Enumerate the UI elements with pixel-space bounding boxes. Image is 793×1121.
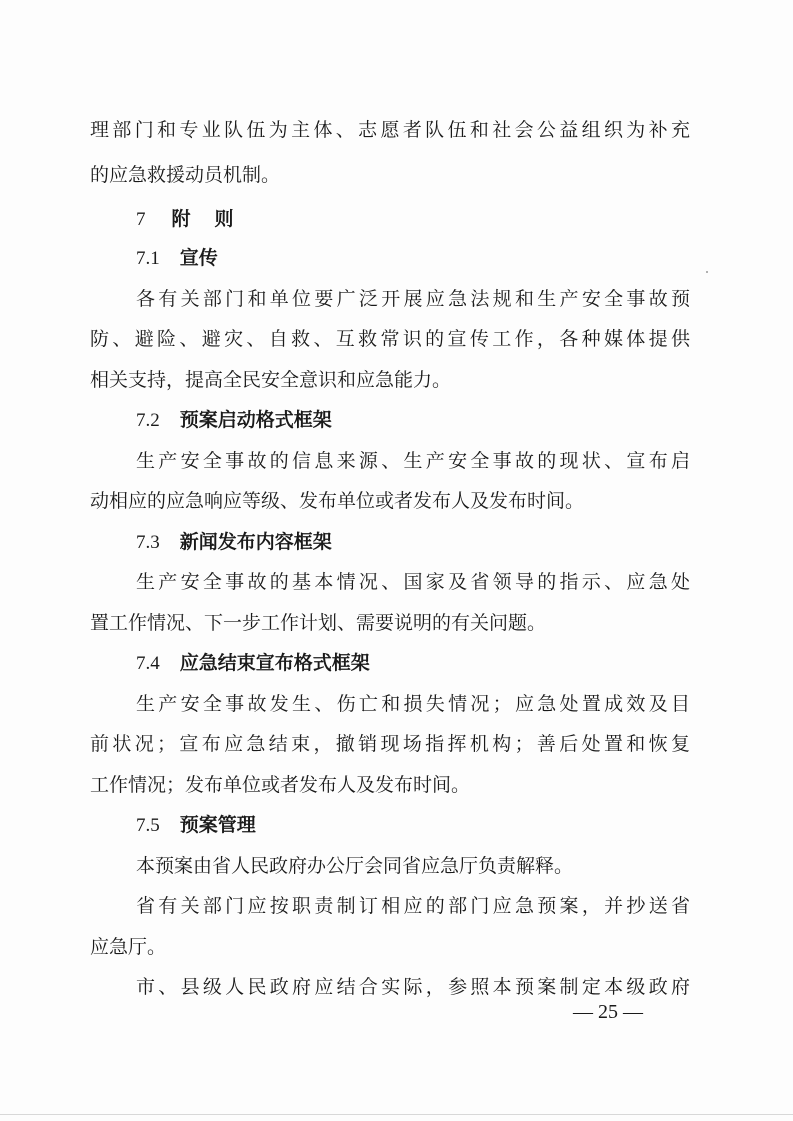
- section-title: 应急结束宣布格式框架: [179, 652, 370, 674]
- paragraph-line: 本预案由省人民政府办公厅会同省应急厅负责解释。: [136, 855, 574, 877]
- paragraph-line: 生产安全事故的信息来源、生产安全事故的现状、宣布启: [136, 450, 690, 472]
- paragraph-line: 应急厅。: [90, 936, 167, 958]
- paragraph-line: 省有关部门应按职责制订相应的部门应急预案，并抄送省: [136, 895, 690, 917]
- paragraph-line: 的应急救援动员机制。: [90, 164, 281, 186]
- paragraph-line: 生产安全事故的基本情况、国家及省领导的指示、应急处: [136, 571, 690, 593]
- paragraph-line: 动相应的应急响应等级、发布单位或者发布人及发布时间。: [90, 490, 585, 512]
- section-heading-7-1: [136, 246, 690, 271]
- section-number: 7.1: [136, 248, 160, 269]
- paragraph-line: 置工作情况、下一步工作计划、需要说明的有关问题。: [90, 612, 547, 634]
- section-heading-7-5: [136, 813, 690, 838]
- section-heading-7-3: [136, 530, 690, 555]
- section-title: 宣传: [179, 247, 218, 269]
- section-number: 7.2: [136, 410, 160, 431]
- section-number: 7.4: [136, 653, 160, 674]
- section-heading-7-4: [136, 651, 690, 676]
- paragraph-line: 各有关部门和单位要广泛开展应急法规和生产安全事故预: [136, 288, 690, 310]
- section-title: 预案管理: [179, 814, 256, 836]
- section-title: 预案启动格式框架: [179, 409, 332, 431]
- section-number: 7.3: [136, 532, 160, 553]
- paragraph-line: 相关支持，提高全民安全意识和应急能力。: [90, 369, 452, 391]
- section-number: 7.5: [136, 815, 160, 836]
- section-title: 附则: [171, 208, 258, 230]
- paragraph-line: 前状况；宣布应急结束，撤销现场指挥机构；善后处置和恢复: [90, 733, 690, 755]
- section-heading-7: [136, 207, 690, 232]
- paragraph-line: 生产安全事故发生、伤亡和损失情况；应急处置成效及目: [136, 693, 690, 715]
- page-edge-rule: [0, 1114, 793, 1115]
- section-number: 7: [136, 209, 146, 230]
- section-title: 新闻发布内容框架: [179, 531, 332, 553]
- paragraph-line: 工作情况；发布单位或者发布人及发布时间。: [90, 774, 471, 796]
- section-heading-7-2: [136, 408, 690, 433]
- paragraph-line: 理部门和专业队伍为主体、志愿者队伍和社会公益组织为补充: [90, 119, 690, 141]
- scan-speck: [706, 271, 708, 273]
- paragraph-line: 防、避险、避灾、自救、互救常识的宣传工作，各种媒体提供: [90, 328, 690, 350]
- page-number: — 25 —: [573, 1001, 643, 1023]
- paragraph-line: 市、县级人民政府应结合实际，参照本预案制定本级政府: [136, 976, 690, 998]
